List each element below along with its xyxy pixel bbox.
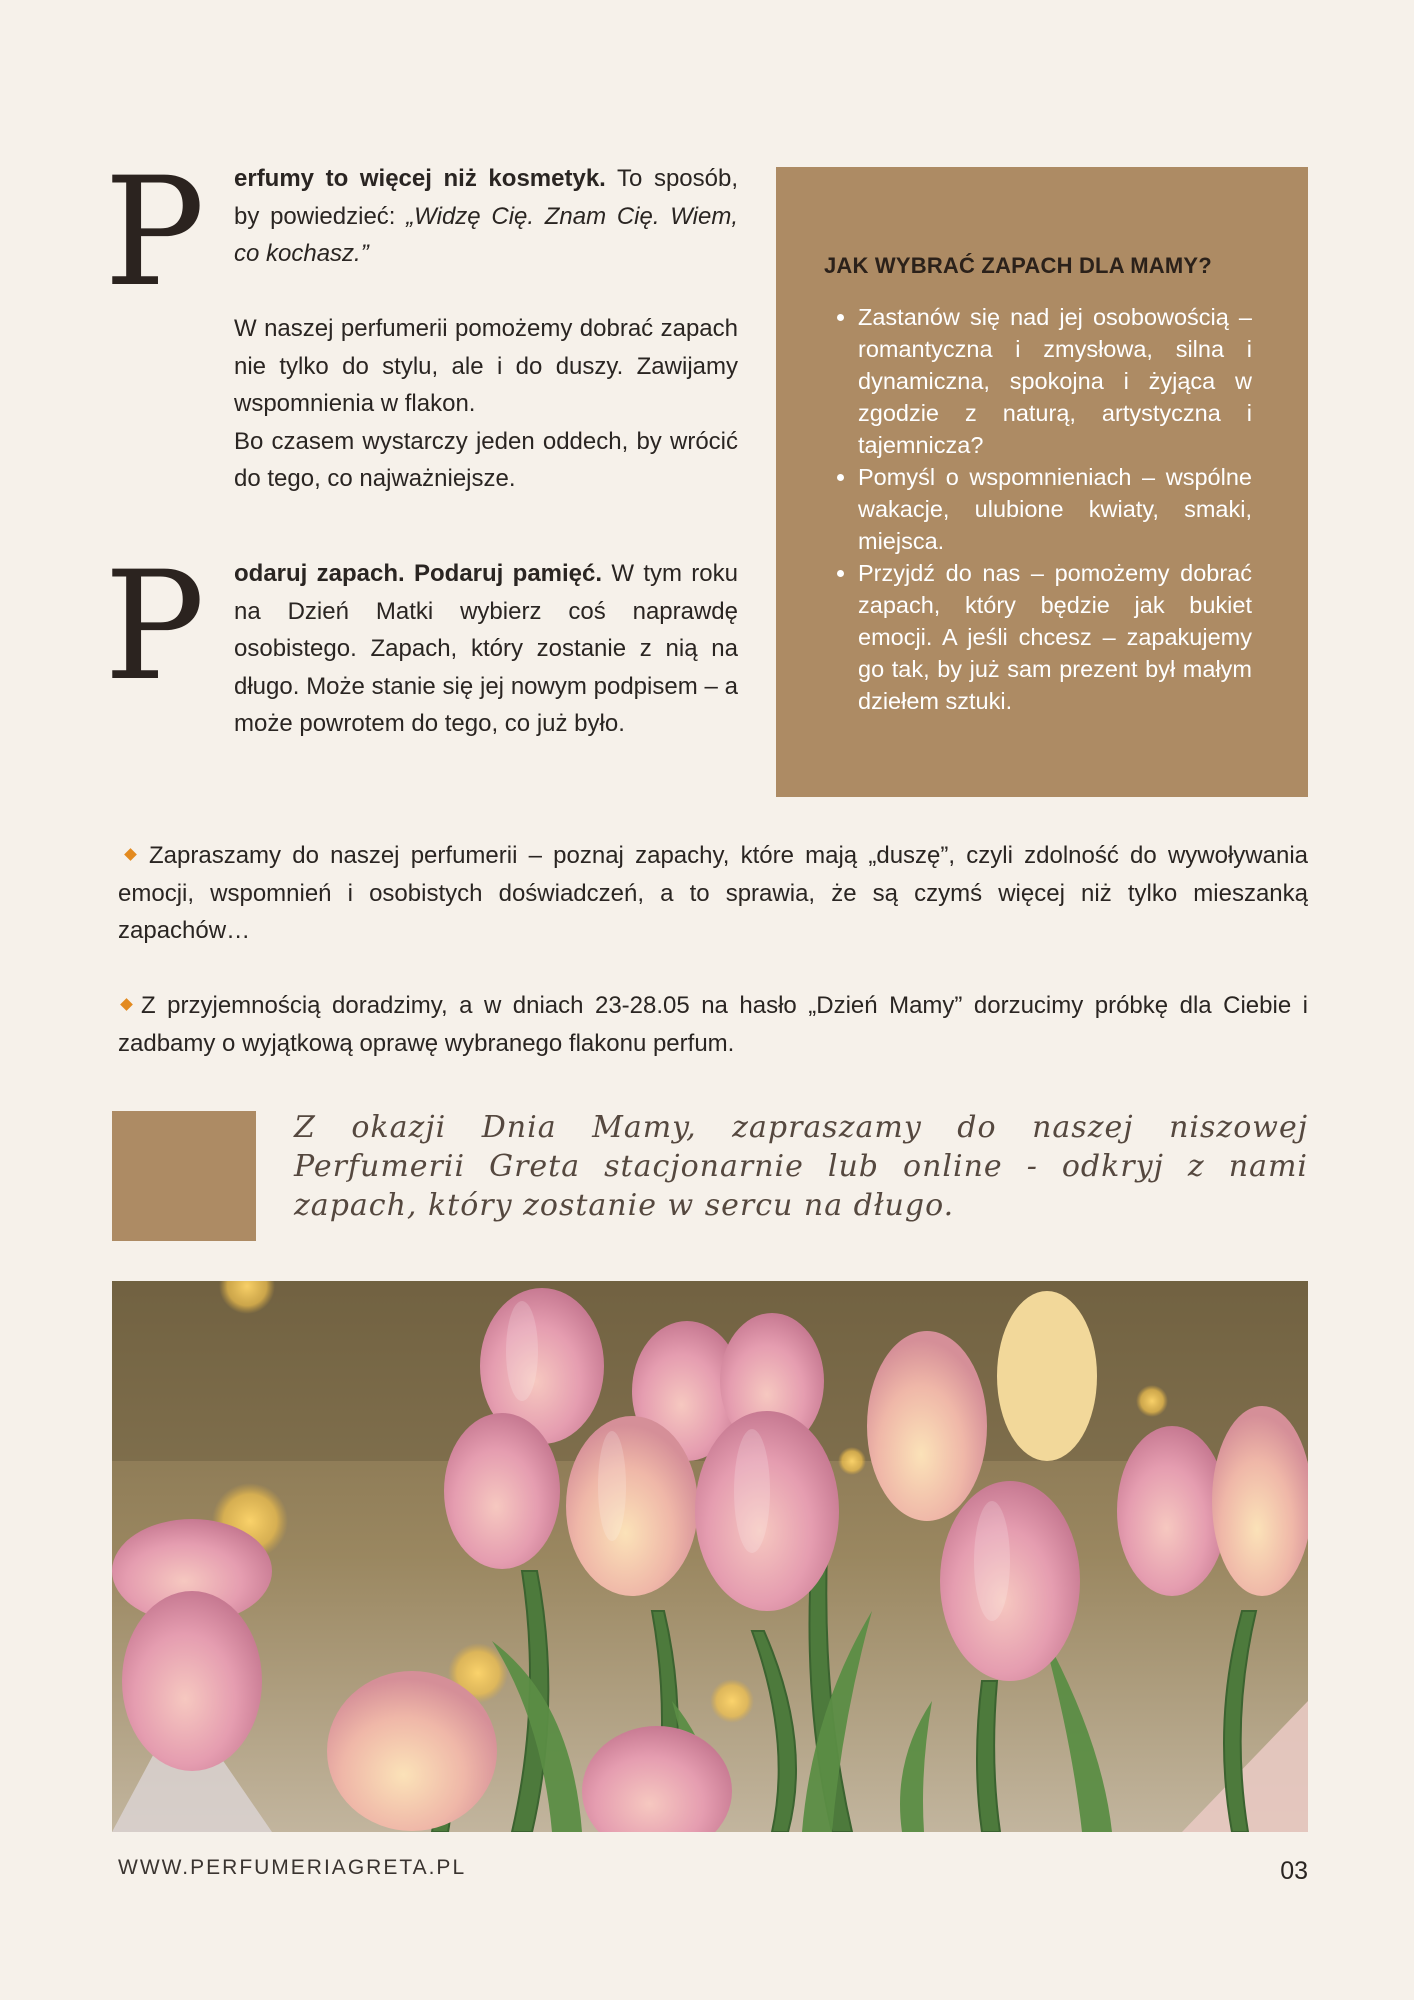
tips-list — [824, 301, 1252, 717]
intro-lead-bold: erfumy to więcej niż kosmetyk. — [234, 165, 606, 192]
decorative-square — [112, 1111, 256, 1241]
tips-item: • Zastanów się nad jej osobowością – romantyczna i zmysłowa, silna i dynamiczna, spokojna i żyjąca w zgodzie z naturą, artystyczna i tajemnicza? — [858, 301, 1252, 461]
tips-item: • Przyjdź do nas – pomożemy dobrać zapach, który będzie jak bukiet emocji. A jeśli chcesz – zapakujemy go tak, by już sam prezent był małym dziełem sztuki. — [858, 557, 1252, 717]
offer-paragraph — [118, 987, 1308, 1062]
tulips-illustration — [112, 1281, 1308, 1832]
intro-paragraph-2: W naszej perfumerii pomożemy dobrać zapach nie tylko do stylu, ale i do duszy. Zawijamy wspomnienia w flakon. — [234, 315, 738, 417]
intro-lead-quote: „Widzę Cię. Znam Cię. Wiem, co kochasz.” — [234, 202, 738, 267]
intro-dropcap: P — [104, 146, 205, 320]
footer-website[interactable]: WWW.PERFUMERIAGRETA.PL — [118, 1856, 467, 1879]
tulips-photo — [112, 1281, 1308, 1832]
intro-lead — [234, 160, 738, 273]
invite-paragraph — [118, 837, 1308, 950]
intro-text — [234, 160, 738, 498]
gift-lead-rest: W tym roku na Dzień Matki wybierz coś naprawdę osobistego. Zapach, który zostanie z nią na długo. Może stanie się jej nowym podpisem – a może powrotem do tego, co już było. — [234, 560, 738, 737]
intro-lead-rest: To sposób, by powiedzieć: — [234, 165, 739, 230]
gift-lead-bold: odaruj zapach. Podaruj pamięć. — [234, 560, 603, 587]
gift-dropcap: P — [104, 540, 205, 714]
tips-box — [776, 167, 1308, 797]
gift-lead — [234, 555, 738, 743]
invitation-quote: Z okazji Dnia Mamy, zapraszamy do naszej niszowej Perfumerii Greta stacjonarnie lub online - odkryj z nami zapach, który zostanie w sercu na długo. — [294, 1110, 1308, 1223]
page-number: 03 — [1280, 1857, 1308, 1885]
invite-text: Zapraszamy do naszej perfumerii – poznaj zapachy, które mają „duszę”, czyli zdolność do wywoływania emocji, wspomnień i osobistych doświadczeń, a to sprawia, że są czymś więcej niż tylko mieszanką zapachów… — [118, 842, 1308, 944]
intro-paragraph-3: Bo czasem wystarczy jeden oddech, by wrócić do tego, co najważniejsze. — [234, 427, 738, 492]
diamond-bullet-icon — [124, 848, 137, 861]
offer-text: Z przyjemnością doradzimy, a w dniach 23-28.05 na hasło „Dzień Mamy” dorzucimy próbkę dla Ciebie i zadbamy o wyjątkową oprawę wybranego flakonu perfum. — [118, 992, 1308, 1057]
tips-title: JAK WYBRAĆ ZAPACH DLA MAMY? — [824, 253, 1212, 278]
diamond-bullet-icon — [120, 998, 133, 1011]
tips-item: • Pomyśl o wspomnieniach – wspólne wakacje, ulubione kwiaty, smaki, miejsca. — [858, 461, 1252, 557]
gift-text — [234, 555, 738, 743]
